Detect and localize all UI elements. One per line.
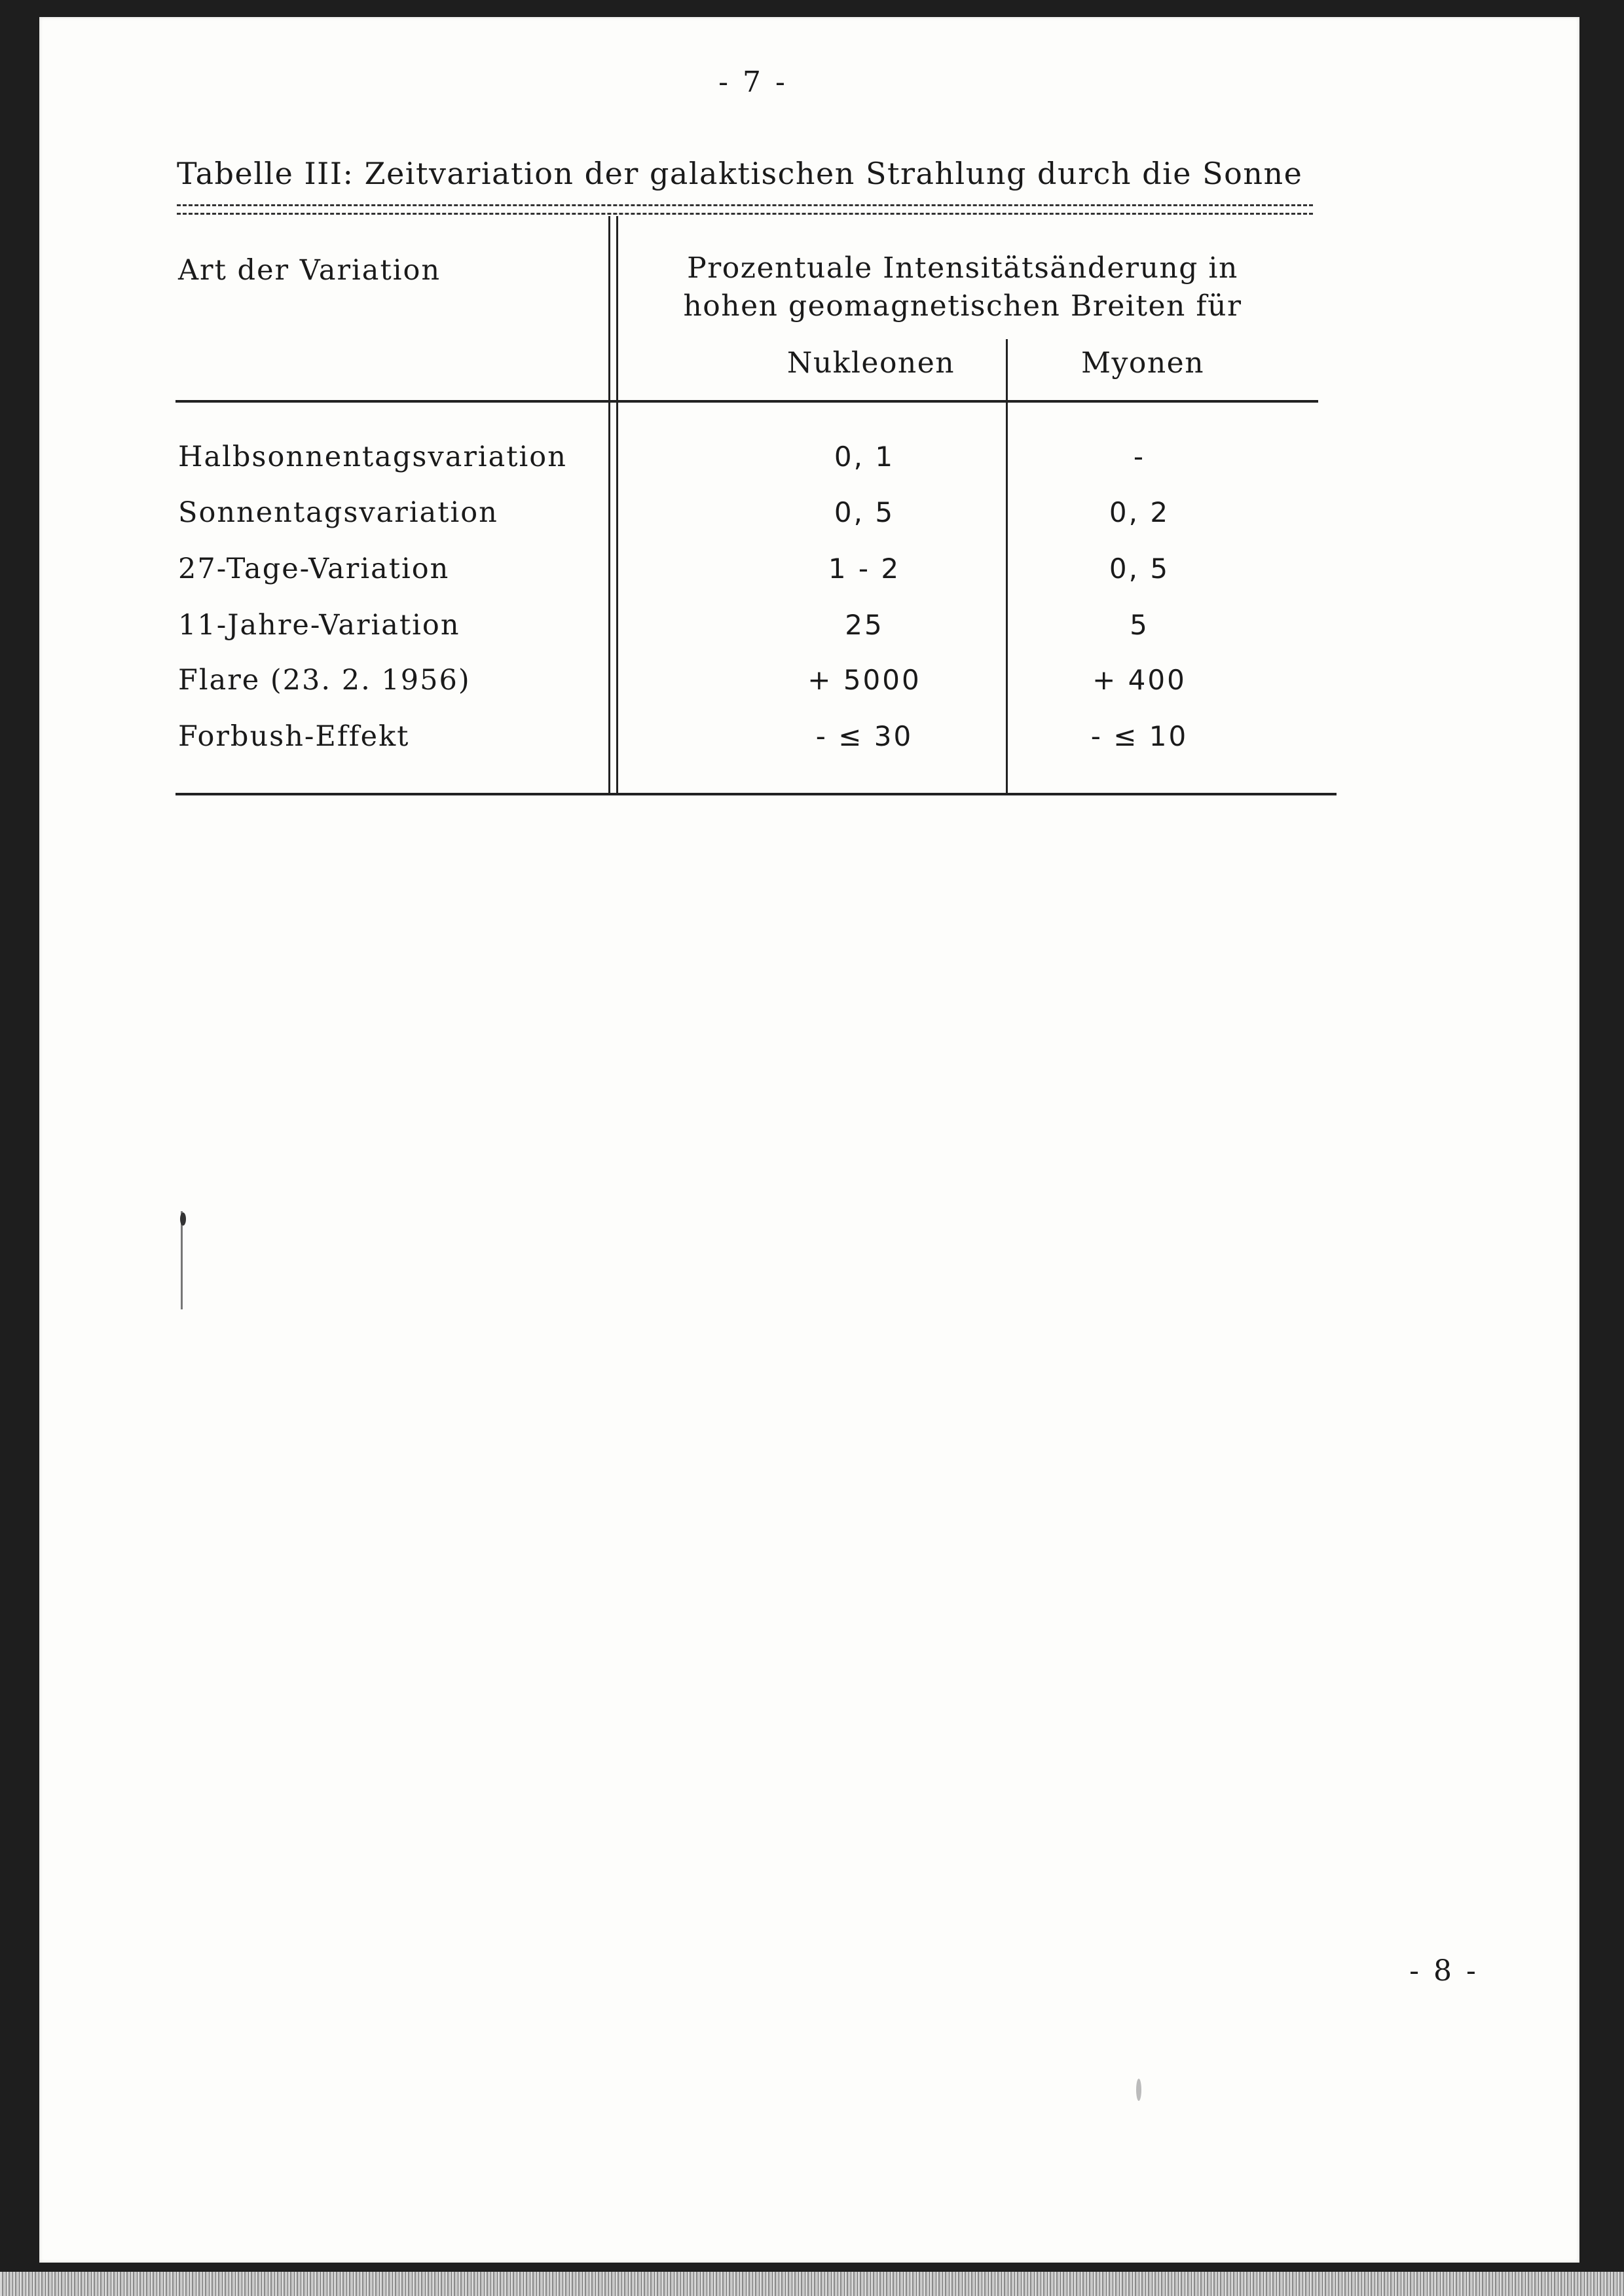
scan-speck <box>1136 2079 1141 2101</box>
row-nukleonen-value: + 5000 <box>807 664 921 696</box>
row-variation-label: 11-Jahre-Variation <box>178 609 460 642</box>
table-vline-middle <box>1006 339 1008 795</box>
row-myonen-value: - ≤ 10 <box>1090 720 1189 752</box>
row-variation-label: 27-Tage-Variation <box>178 553 450 585</box>
row-nukleonen-value: 0, 1 <box>834 441 895 473</box>
row-variation-label: Sonnentagsvariation <box>178 496 498 529</box>
row-myonen-value: - <box>1133 441 1146 473</box>
scan-edge-strip <box>0 2272 1624 2296</box>
row-nukleonen-value: 25 <box>845 609 884 641</box>
row-nukleonen-value: 0, 5 <box>834 496 895 528</box>
row-variation-label: Halbsonnentagsvariation <box>178 441 567 473</box>
header-myonen: Myonen <box>1080 346 1205 380</box>
table-bottom-rule <box>175 793 1337 795</box>
table-header-rule <box>175 400 1318 403</box>
table-vline-left-1 <box>608 216 610 795</box>
row-nukleonen-value: 1 - 2 <box>828 553 901 585</box>
row-variation-label: Flare (23. 2. 1956) <box>178 664 471 697</box>
row-nukleonen-value: - ≤ 30 <box>815 720 913 752</box>
row-myonen-value: 0, 2 <box>1109 496 1170 528</box>
caption-double-rule <box>177 204 1313 215</box>
row-variation-label: Forbush-Effekt <box>178 720 410 753</box>
scan-speck <box>180 1212 186 1226</box>
table-vline-left-2 <box>616 216 618 795</box>
header-nukleonen: Nukleonen <box>786 346 955 380</box>
header-group-line-1: Prozentuale Intensitätsänderung in <box>687 251 1238 285</box>
row-myonen-value: 0, 5 <box>1109 553 1170 585</box>
next-page-marker: - 8 - <box>1409 1954 1479 1988</box>
header-art-der-variation: Art der Variation <box>178 254 441 287</box>
page-number: - 7 - <box>718 65 788 99</box>
table-caption: Tabelle III: Zeitvariation der galaktischen Strahlung durch die Sonne <box>177 156 1303 191</box>
row-myonen-value: + 400 <box>1092 664 1187 696</box>
row-myonen-value: 5 <box>1130 609 1149 641</box>
header-group-line-2: hohen geomagnetischen Breiten für <box>683 289 1242 323</box>
scan-mark <box>181 1211 183 1309</box>
